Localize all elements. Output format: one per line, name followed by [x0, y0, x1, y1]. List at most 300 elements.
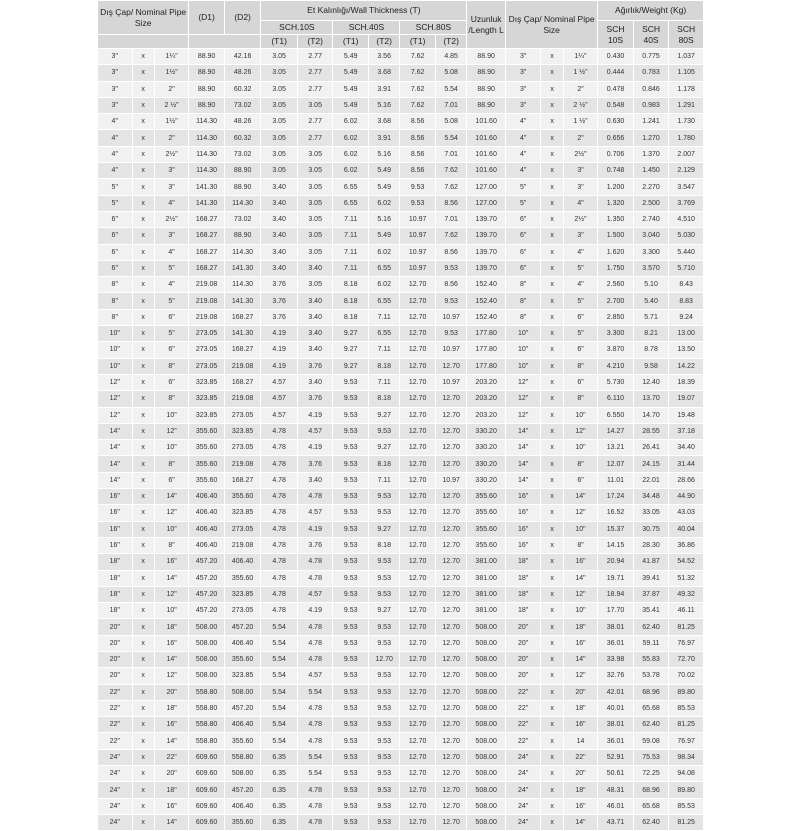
table-cell: 88.90: [189, 65, 225, 81]
table-cell: x: [132, 114, 154, 130]
table-row: [98, 65, 704, 81]
table-cell: x: [541, 244, 563, 260]
table-cell: x: [132, 65, 154, 81]
table-cell: 12.70: [435, 668, 466, 684]
table-cell: 4.78: [261, 537, 298, 553]
table-cell: 24": [98, 814, 133, 830]
table-cell: 4.19: [261, 342, 298, 358]
table-cell: x: [132, 684, 154, 700]
table-cell: 15.37: [598, 521, 634, 537]
table-cell: x: [132, 489, 154, 505]
table-cell: x: [541, 440, 563, 456]
table-cell: 12.70: [400, 814, 436, 830]
table-cell: 6.02: [368, 195, 399, 211]
table-cell: 12.70: [368, 651, 399, 667]
table-cell: 8": [563, 456, 598, 472]
table-cell: 3.40: [297, 293, 333, 309]
table-cell: 48.26: [224, 114, 261, 130]
table-cell: 4": [154, 244, 189, 260]
table-cell: 41.87: [633, 554, 669, 570]
table-cell: 101.60: [467, 163, 506, 179]
table-cell: 18": [505, 570, 541, 586]
table-cell: 323.85: [224, 586, 261, 602]
table-cell: x: [132, 326, 154, 342]
table-cell: 49.32: [669, 586, 704, 602]
table-cell: 2.007: [669, 146, 704, 162]
table-cell: x: [132, 554, 154, 570]
table-cell: 3.05: [261, 81, 298, 97]
table-cell: 1.370: [633, 146, 669, 162]
table-row: [98, 228, 704, 244]
table-cell: 355.60: [189, 472, 225, 488]
table-cell: x: [541, 782, 563, 798]
table-cell: 219.08: [224, 537, 261, 553]
table-cell: 10.97: [435, 309, 466, 325]
table-cell: 22.01: [633, 472, 669, 488]
table-row: [98, 277, 704, 293]
table-cell: 4.78: [297, 782, 333, 798]
table-cell: 4.78: [261, 521, 298, 537]
table-cell: 4.78: [261, 456, 298, 472]
table-cell: 12.70: [435, 407, 466, 423]
table-cell: x: [132, 619, 154, 635]
table-cell: 76.97: [669, 733, 704, 749]
table-cell: 0.748: [598, 163, 634, 179]
table-cell: 406.40: [224, 635, 261, 651]
table-cell: 5.49: [368, 163, 399, 179]
table-cell: 406.40: [189, 537, 225, 553]
table-cell: 10.97: [400, 244, 436, 260]
table-cell: 5.710: [669, 260, 704, 276]
table-cell: 60.32: [224, 130, 261, 146]
table-row: [98, 179, 704, 195]
table-cell: 12.70: [400, 456, 436, 472]
table-cell: 98.34: [669, 749, 704, 765]
table-cell: x: [541, 195, 563, 211]
table-cell: 12.70: [435, 537, 466, 553]
table-cell: 323.85: [224, 668, 261, 684]
table-cell: 558.80: [224, 749, 261, 765]
table-cell: 18": [154, 619, 189, 635]
table-cell: x: [541, 293, 563, 309]
header-od-nominal-2: Dış Çap/ Nominal Pipe Size: [505, 1, 597, 49]
table-row: [98, 472, 704, 488]
table-cell: 9.27: [333, 342, 369, 358]
table-cell: 3.76: [297, 358, 333, 374]
table-cell: 508.00: [467, 782, 506, 798]
table-cell: 508.00: [189, 668, 225, 684]
table-cell: 88.90: [224, 228, 261, 244]
table-cell: 114.30: [189, 114, 225, 130]
table-cell: 3": [98, 65, 133, 81]
table-cell: x: [132, 293, 154, 309]
table-cell: 3.300: [633, 244, 669, 260]
table-cell: 28.55: [633, 423, 669, 439]
table-cell: 406.40: [224, 717, 261, 733]
table-cell: 3": [98, 81, 133, 97]
table-cell: 12.70: [435, 586, 466, 602]
table-cell: 508.00: [467, 700, 506, 716]
table-cell: 88.90: [224, 179, 261, 195]
table-cell: 9.24: [669, 309, 704, 325]
table-cell: 38.01: [598, 619, 634, 635]
table-cell: 3.05: [297, 244, 333, 260]
table-cell: 3.300: [598, 326, 634, 342]
table-cell: 177.80: [467, 326, 506, 342]
table-cell: 508.00: [189, 651, 225, 667]
table-cell: 5": [563, 326, 598, 342]
table-cell: 9.53: [333, 651, 369, 667]
table-cell: 6.02: [368, 244, 399, 260]
table-cell: 9.53: [368, 554, 399, 570]
table-cell: 20": [563, 684, 598, 700]
table-cell: 8.18: [333, 277, 369, 293]
table-cell: 12.70: [400, 489, 436, 505]
table-cell: 11.01: [598, 472, 634, 488]
table-cell: 18": [563, 782, 598, 798]
table-cell: x: [132, 472, 154, 488]
table-cell: 36.01: [598, 733, 634, 749]
table-cell: x: [132, 407, 154, 423]
header-t2: (T2): [368, 35, 399, 49]
table-cell: 0.775: [633, 49, 669, 65]
table-cell: 4": [505, 130, 541, 146]
table-cell: 20": [98, 619, 133, 635]
table-cell: 203.20: [467, 391, 506, 407]
table-cell: 508.00: [467, 635, 506, 651]
table-cell: 457.20: [189, 570, 225, 586]
table-cell: 18": [98, 603, 133, 619]
table-cell: 2.129: [669, 163, 704, 179]
table-cell: x: [132, 668, 154, 684]
table-cell: 9.53: [333, 537, 369, 553]
table-cell: 152.40: [467, 309, 506, 325]
table-cell: 3.40: [261, 195, 298, 211]
table-cell: 5.49: [368, 228, 399, 244]
table-cell: 12.70: [400, 472, 436, 488]
table-cell: 3.05: [261, 130, 298, 146]
table-cell: 24": [98, 749, 133, 765]
table-cell: 12.70: [435, 717, 466, 733]
table-row: [98, 537, 704, 553]
table-cell: x: [132, 717, 154, 733]
table-cell: 9.53: [333, 603, 369, 619]
table-cell: 22": [505, 733, 541, 749]
table-cell: 9.53: [333, 733, 369, 749]
table-cell: 22": [98, 700, 133, 716]
table-cell: x: [541, 684, 563, 700]
table-cell: 2.77: [297, 81, 333, 97]
table-cell: 12.70: [435, 700, 466, 716]
table-cell: x: [132, 651, 154, 667]
table-cell: 139.70: [467, 244, 506, 260]
table-cell: 2": [154, 130, 189, 146]
table-cell: 355.60: [467, 489, 506, 505]
table-cell: 3.05: [297, 195, 333, 211]
table-cell: 14": [98, 472, 133, 488]
table-cell: x: [541, 766, 563, 782]
table-cell: 10": [505, 326, 541, 342]
table-cell: 8.56: [400, 146, 436, 162]
table-cell: 9.53: [333, 391, 369, 407]
table-cell: 406.40: [224, 798, 261, 814]
table-cell: 17.24: [598, 489, 634, 505]
table-cell: 323.85: [224, 423, 261, 439]
table-cell: x: [541, 537, 563, 553]
table-cell: 1.450: [633, 163, 669, 179]
table-cell: 12.70: [400, 749, 436, 765]
table-cell: x: [541, 635, 563, 651]
table-cell: 16": [98, 521, 133, 537]
table-cell: 22": [98, 684, 133, 700]
header-weight-sch10s: SCH 10S: [598, 21, 634, 49]
table-cell: 3": [154, 228, 189, 244]
table-cell: 12.70: [400, 374, 436, 390]
table-cell: 406.40: [224, 554, 261, 570]
table-cell: x: [541, 489, 563, 505]
table-cell: 16": [154, 635, 189, 651]
table-cell: 24": [505, 766, 541, 782]
table-cell: 37.87: [633, 586, 669, 602]
table-cell: 3.05: [261, 163, 298, 179]
table-row: [98, 391, 704, 407]
table-cell: 34.48: [633, 489, 669, 505]
table-cell: 4": [505, 163, 541, 179]
header-t1: (T1): [400, 35, 436, 49]
table-cell: 9.53: [333, 374, 369, 390]
table-cell: 10": [563, 440, 598, 456]
table-cell: x: [541, 456, 563, 472]
table-cell: 508.00: [224, 766, 261, 782]
table-cell: 141.30: [224, 293, 261, 309]
table-row: [98, 651, 704, 667]
table-cell: 19.48: [669, 407, 704, 423]
table-cell: 3.40: [297, 472, 333, 488]
table-cell: 22": [505, 700, 541, 716]
table-cell: 8.56: [435, 195, 466, 211]
table-cell: 12.70: [400, 554, 436, 570]
table-cell: 2.500: [633, 195, 669, 211]
header-weight: Ağırlık/Weight (Kg): [598, 1, 704, 21]
table-cell: 3.76: [261, 277, 298, 293]
table-cell: 88.90: [467, 49, 506, 65]
table-cell: 9.53: [333, 684, 369, 700]
table-cell: 2": [563, 130, 598, 146]
table-cell: 323.85: [224, 505, 261, 521]
table-cell: 9.53: [368, 668, 399, 684]
table-cell: 20": [154, 684, 189, 700]
table-cell: x: [541, 65, 563, 81]
table-cell: 4.78: [261, 554, 298, 570]
table-cell: 4.78: [261, 423, 298, 439]
table-row: [98, 211, 704, 227]
table-cell: 558.80: [189, 700, 225, 716]
table-cell: 88.90: [224, 163, 261, 179]
table-cell: 4.78: [297, 570, 333, 586]
table-cell: x: [541, 472, 563, 488]
table-cell: 1 ½": [563, 65, 598, 81]
table-row: [98, 684, 704, 700]
table-cell: x: [541, 163, 563, 179]
table-cell: x: [132, 423, 154, 439]
table-cell: 4.78: [297, 489, 333, 505]
table-cell: 139.70: [467, 228, 506, 244]
table-cell: 16": [154, 554, 189, 570]
table-cell: 5.54: [261, 700, 298, 716]
table-cell: 12.70: [400, 635, 436, 651]
table-cell: 9.53: [333, 619, 369, 635]
table-cell: 1.037: [669, 49, 704, 65]
table-cell: x: [541, 407, 563, 423]
table-cell: 9.53: [333, 440, 369, 456]
table-cell: x: [132, 228, 154, 244]
table-cell: 6": [505, 244, 541, 260]
table-cell: 6.110: [598, 391, 634, 407]
table-cell: x: [541, 717, 563, 733]
table-cell: 12.70: [435, 798, 466, 814]
table-cell: 12.70: [435, 440, 466, 456]
table-cell: 6.55: [368, 293, 399, 309]
table-cell: x: [541, 700, 563, 716]
table-cell: x: [541, 97, 563, 113]
table-cell: 2.740: [633, 211, 669, 227]
table-cell: 13.70: [633, 391, 669, 407]
table-cell: 12": [505, 391, 541, 407]
table-cell: 20": [505, 619, 541, 635]
table-cell: 8.18: [368, 456, 399, 472]
table-cell: 219.08: [224, 358, 261, 374]
table-cell: 7.11: [333, 211, 369, 227]
table-cell: 12.70: [400, 798, 436, 814]
table-cell: x: [541, 326, 563, 342]
table-cell: 40.04: [669, 521, 704, 537]
table-cell: 48.31: [598, 782, 634, 798]
table-cell: 9.27: [368, 521, 399, 537]
table-cell: 2½": [154, 146, 189, 162]
table-cell: 8": [98, 293, 133, 309]
table-cell: 12.70: [435, 391, 466, 407]
table-cell: 10": [154, 603, 189, 619]
table-cell: 55.83: [633, 651, 669, 667]
table-cell: 68.96: [633, 782, 669, 798]
table-cell: 9.53: [333, 570, 369, 586]
table-cell: 18": [505, 603, 541, 619]
table-cell: 8": [154, 456, 189, 472]
table-cell: 81.25: [669, 619, 704, 635]
table-cell: 18": [505, 554, 541, 570]
header-t1: (T1): [261, 35, 298, 49]
table-cell: 101.60: [467, 130, 506, 146]
table-cell: 273.05: [224, 603, 261, 619]
table-cell: 2": [154, 81, 189, 97]
table-cell: x: [132, 700, 154, 716]
table-cell: 3.05: [297, 146, 333, 162]
table-cell: x: [132, 635, 154, 651]
table-cell: 12.70: [400, 684, 436, 700]
table-cell: 13.50: [669, 342, 704, 358]
table-cell: x: [541, 391, 563, 407]
table-cell: 7.62: [400, 49, 436, 65]
table-cell: 5": [98, 179, 133, 195]
table-cell: x: [541, 81, 563, 97]
table-cell: 5.49: [333, 97, 369, 113]
table-cell: x: [132, 211, 154, 227]
table-cell: 8.18: [368, 537, 399, 553]
table-cell: 8": [563, 537, 598, 553]
table-cell: x: [541, 179, 563, 195]
table-cell: 8": [154, 358, 189, 374]
table-row: [98, 163, 704, 179]
table-cell: x: [541, 358, 563, 374]
table-cell: 14": [563, 651, 598, 667]
table-cell: 3": [154, 163, 189, 179]
table-cell: 88.90: [467, 97, 506, 113]
table-cell: 22": [505, 684, 541, 700]
table-cell: 2.77: [297, 114, 333, 130]
header-wall-thickness: Et Kalınlığı/Wall Thickness (T): [261, 1, 467, 21]
table-cell: 3.68: [368, 65, 399, 81]
table-cell: x: [541, 260, 563, 276]
table-cell: 76.97: [669, 635, 704, 651]
table-cell: 38.01: [598, 717, 634, 733]
table-cell: x: [541, 114, 563, 130]
table-cell: 323.85: [189, 374, 225, 390]
table-cell: 12.70: [400, 651, 436, 667]
table-cell: 355.60: [224, 814, 261, 830]
table-cell: 3.76: [297, 537, 333, 553]
table-cell: 177.80: [467, 342, 506, 358]
table-cell: 5.54: [435, 130, 466, 146]
table-cell: 4.78: [297, 554, 333, 570]
table-cell: 20": [505, 635, 541, 651]
table-cell: 72.70: [669, 651, 704, 667]
table-cell: 12.70: [400, 537, 436, 553]
table-cell: 141.30: [224, 326, 261, 342]
table-cell: 88.90: [189, 97, 225, 113]
table-cell: 8": [505, 309, 541, 325]
table-cell: 609.60: [189, 766, 225, 782]
table-cell: 6.02: [368, 277, 399, 293]
table-cell: 9.53: [368, 814, 399, 830]
table-cell: 9.53: [333, 749, 369, 765]
table-cell: 8.83: [669, 293, 704, 309]
table-cell: 12.70: [435, 554, 466, 570]
table-cell: 4": [98, 114, 133, 130]
table-cell: x: [132, 391, 154, 407]
table-cell: x: [541, 570, 563, 586]
table-cell: 4": [505, 146, 541, 162]
table-cell: 33.05: [633, 505, 669, 521]
table-cell: 6.35: [261, 766, 298, 782]
table-cell: 5.54: [435, 81, 466, 97]
table-cell: 219.08: [189, 277, 225, 293]
table-cell: 457.20: [189, 603, 225, 619]
table-cell: 32.76: [598, 668, 634, 684]
table-cell: 3.40: [297, 342, 333, 358]
table-cell: 139.70: [467, 211, 506, 227]
table-cell: 3.570: [633, 260, 669, 276]
table-cell: 12.70: [400, 342, 436, 358]
table-cell: 508.00: [189, 635, 225, 651]
table-cell: 1.241: [633, 114, 669, 130]
table-cell: x: [541, 211, 563, 227]
table-cell: 6.550: [598, 407, 634, 423]
table-cell: 44.90: [669, 489, 704, 505]
table-cell: 558.80: [189, 717, 225, 733]
table-row: [98, 586, 704, 602]
table-cell: 4.78: [297, 635, 333, 651]
table-cell: 3.05: [261, 49, 298, 65]
